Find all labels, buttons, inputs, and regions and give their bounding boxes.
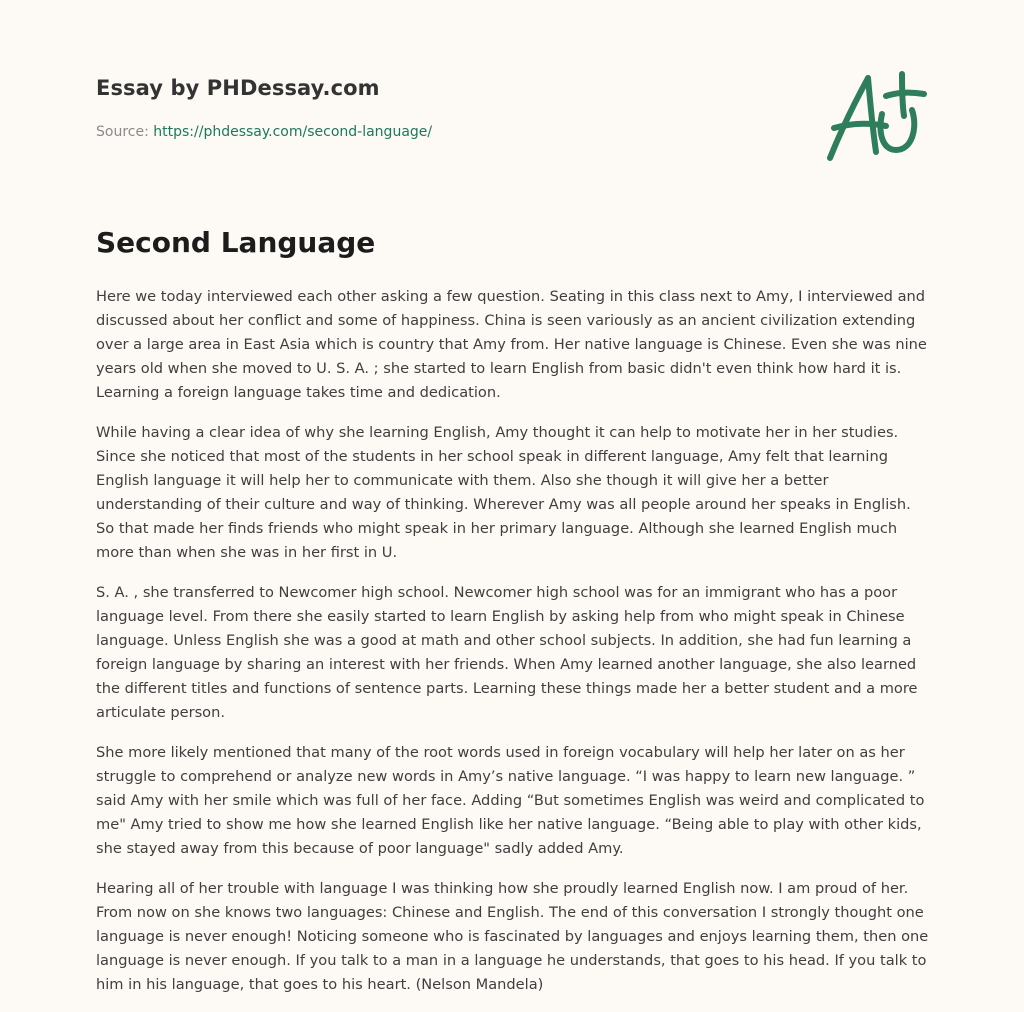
essay-paragraph: S. A. , she transferred to Newcomer high school. Newcomer high school was for an immigrant who has a poor language level. From there she easily started to learn English by asking help from who might speak in Chinese language. Unless English she was a good at math and other school subjects. In addition, she had fun learning a foreign language by sharing an interest with her friends. When Amy learned another language, she also learned the different titles and functions of sentence parts. Learning these things made her a better student and a more articulate person. — [96, 584, 918, 721]
source-link[interactable]: https://phdessay.com/second-language/ — [153, 124, 433, 140]
site-title: Essay by PHDessay.com — [96, 76, 380, 100]
page-header — [96, 0, 928, 200]
source-label: Source: — [96, 124, 154, 140]
essay-paragraph: While having a clear idea of why she learning English, Amy thought it can help to motivate her in her studies. Since she noticed that most of the students in her school speak in different language, Amy felt that learning English language it will help her to communicate with them. Also she though it will give her a better understanding of their culture and way of thinking. Wherever Amy was all people around her speaks in English. So that made her finds friends who might speak in her primary language. Although she learned English much more than when she was in her first in U. — [96, 424, 911, 561]
essay-paragraph: Here we today interviewed each other asking a few question. Seating in this class next to Amy, I interviewed and discussed about her conflict and some of happiness. China is seen variously as an ancient civilization extending over a large area in East Asia which is country that Amy from. Her native language is Chinese. Even she was nine years old when she moved to U. S. A. ; she started to learn English from basic didn't even think how hard it is. Learning a foreign language takes time and dedication. — [96, 288, 927, 401]
a-plus-grade-icon — [820, 66, 930, 166]
essay-page — [96, 0, 929, 993]
essay-title: Second Language — [96, 226, 376, 259]
essay-paragraph: She more likely mentioned that many of the root words used in foreign vocabulary will help her later on as her struggle to comprehend or analyze new words in Amy’s native language. “I was happy to learn new language. ” said Amy with her smile which was full of her face. Adding “But sometimes English was weird and complicated to me" Amy tried to show me how she learned English like her native language. “Being able to play with other kids, she stayed away from this because of poor language" sadly added Amy. — [96, 744, 925, 857]
essay-body — [96, 285, 930, 1012]
essay-paragraph: Hearing all of her trouble with language I was thinking how she proudly learned English now. I am proud of her. From now on she knows two languages: Chinese and English. The end of this conversation I strongly thought one language is never enough! Noticing someone who is fascinated by languages and enjoys learning them, then one language is never enough. If you talk to a man in a language he understands, that goes to his head. If you talk to him in his language, that goes to his heart. (Nelson Mandela) — [96, 880, 929, 993]
source-line — [96, 124, 432, 140]
